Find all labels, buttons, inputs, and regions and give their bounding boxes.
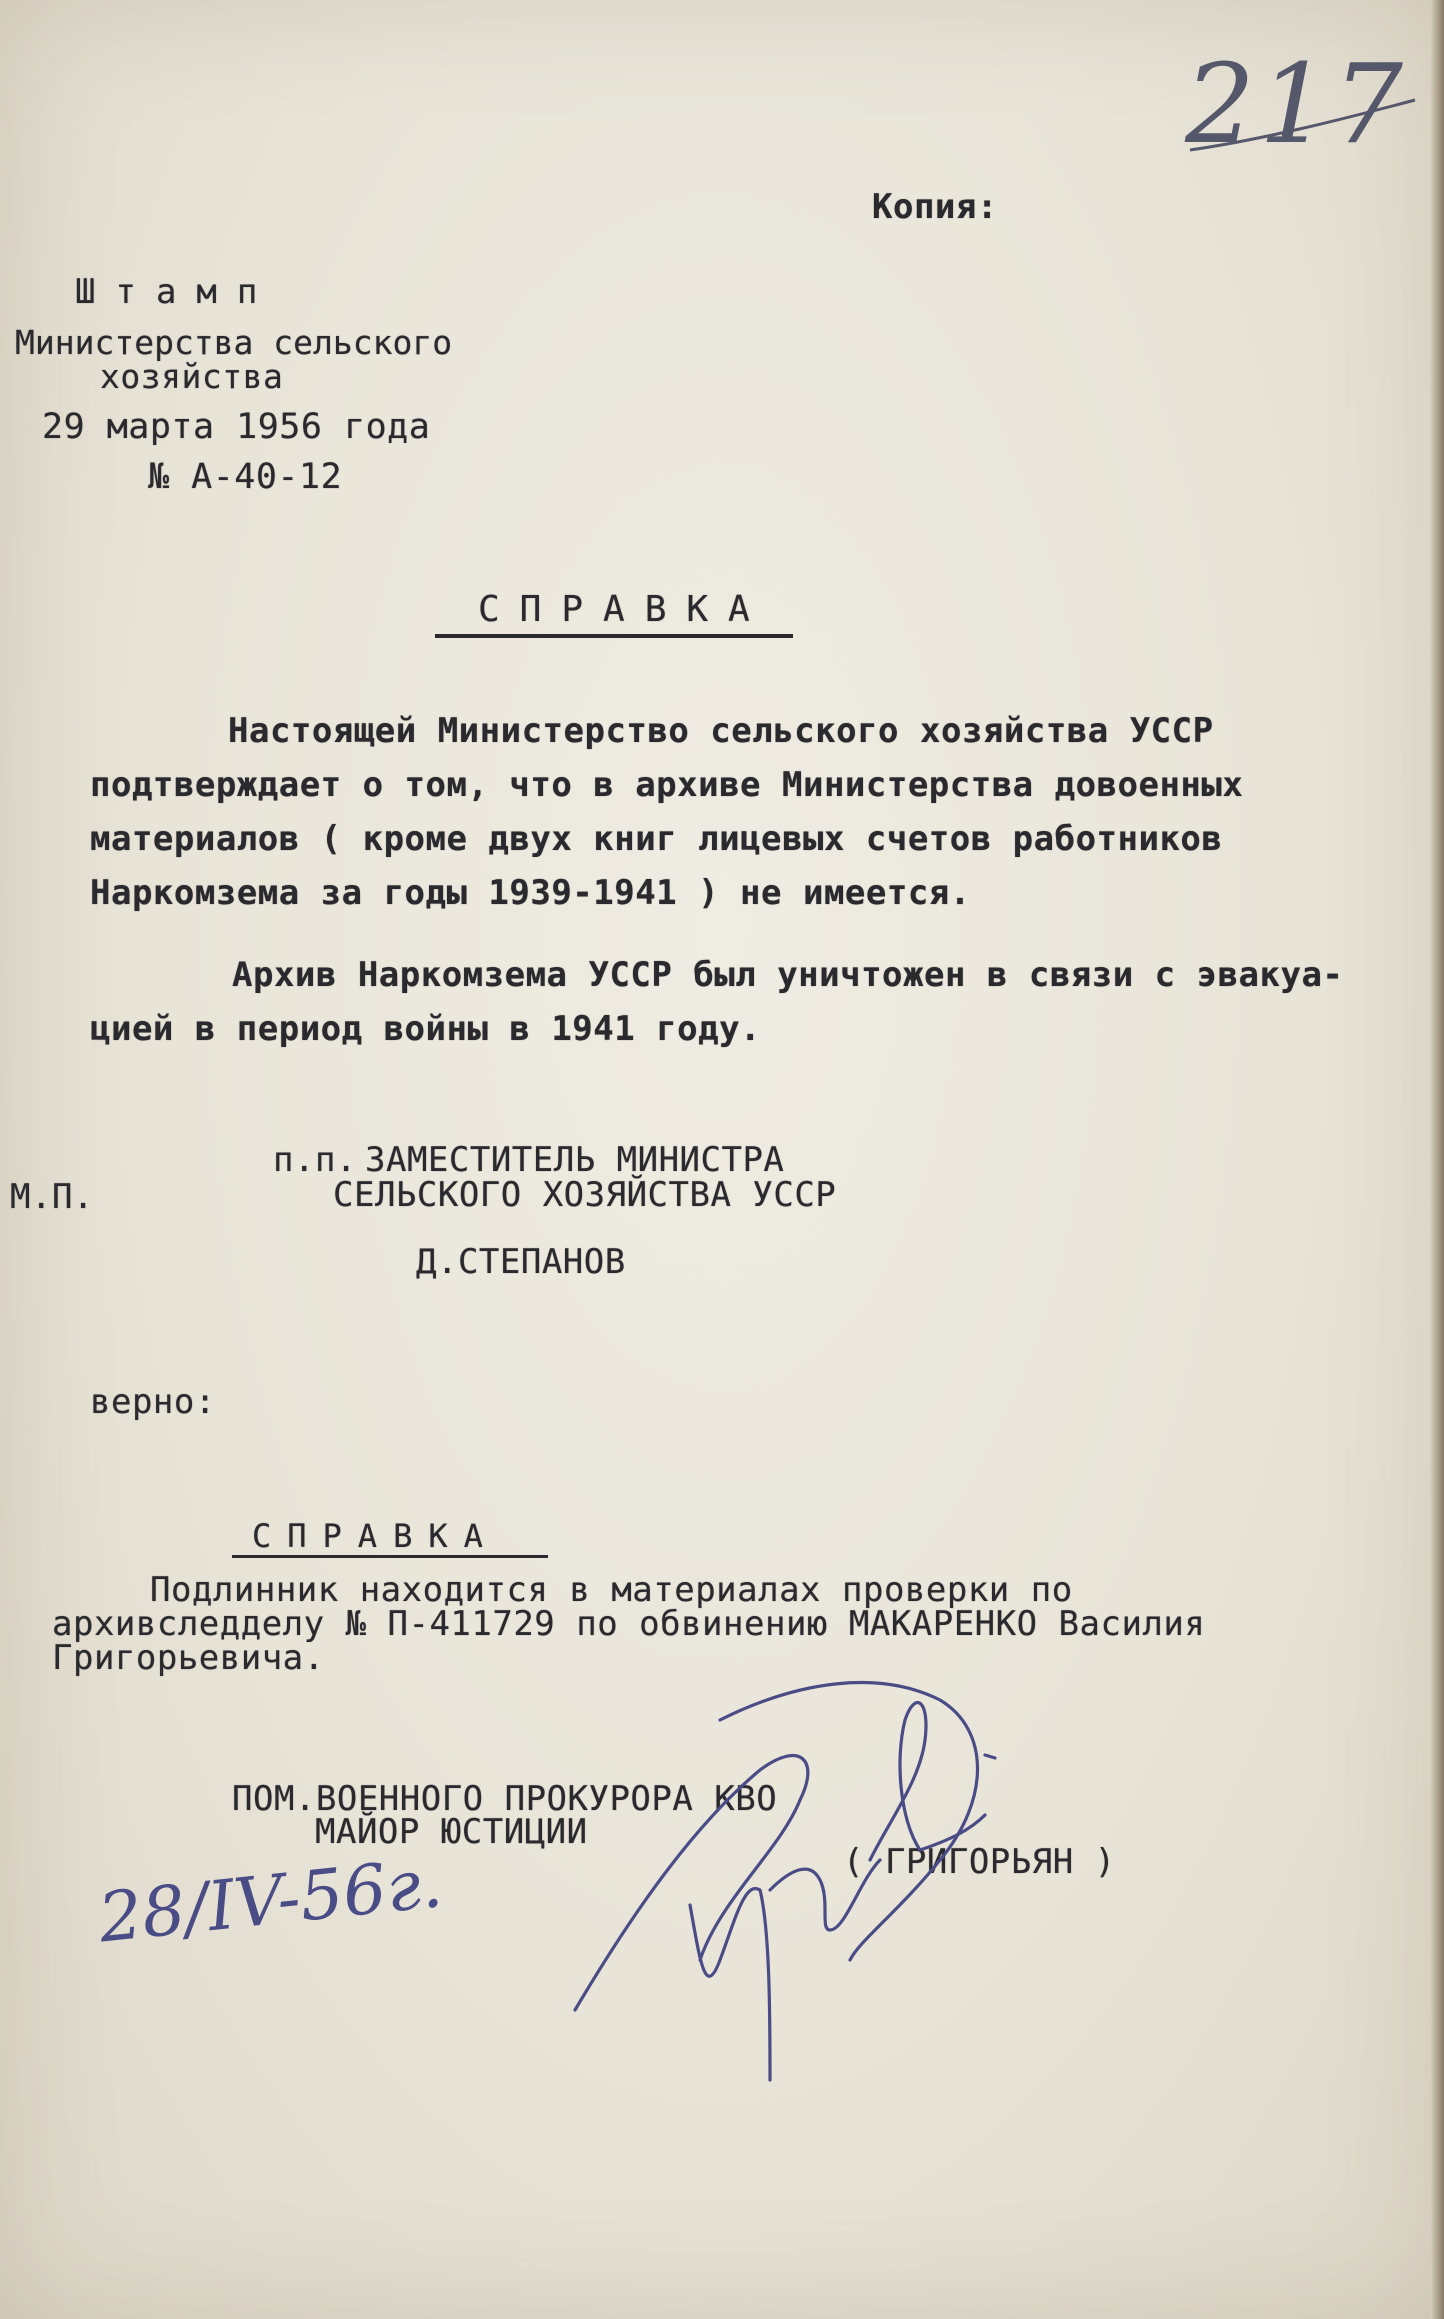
- body-p1-line-1: Настоящей Министерство сельского хозяйства УССР: [228, 711, 1214, 751]
- signature-position-2: СЕЛЬСКОГО ХОЗЯЙСТВА УССР: [333, 1175, 837, 1215]
- verification-mark: верно:: [90, 1382, 216, 1422]
- body-p2-line-2: цией в период войны в 1941 году.: [90, 1009, 762, 1049]
- archive-page-number: 217: [1185, 40, 1407, 168]
- body-p2-line-1: Архив Наркомзема УССР был уничтожен в связи с эвакуа-: [232, 955, 1344, 995]
- note-title: СПРАВКА: [252, 1517, 499, 1555]
- seal-place-mark: М.П.: [10, 1177, 94, 1217]
- prosecutor-title-1: ПОМ.ВОЕННОГО ПРОКУРОРА КВО: [232, 1779, 778, 1819]
- signature-pp: п.п.: [273, 1140, 357, 1180]
- stamp-line-2: Министерства сельского: [15, 323, 453, 362]
- note-line-3: Григорьевича.: [52, 1638, 325, 1678]
- note-line-2: архивследделу № П-411729 по обвинению МАКАРЕНКО Василия: [52, 1604, 1206, 1644]
- stamp-line-1: Штамп: [75, 272, 278, 312]
- stamp-date: 29 марта 1956 года: [42, 407, 431, 447]
- body-p1-line-4: Наркомзема за годы 1939-1941 ) не имеется.: [90, 873, 971, 913]
- copy-mark: Копия:: [872, 187, 998, 227]
- document-title: СПРАВКА: [478, 589, 770, 630]
- body-p1-line-3: материалов ( кроме двух книг лицевых счетов работников: [90, 819, 1223, 859]
- stamp-number: № А-40-12: [148, 457, 343, 497]
- signature-position-1: ЗАМЕСТИТЕЛЬ МИНИСТРА: [365, 1140, 785, 1180]
- note-line-1: Подлинник находится в материалах проверки по: [150, 1570, 1073, 1610]
- signatory-name: Д.СТЕПАНОВ: [416, 1242, 626, 1282]
- prosecutor-name: ( ГРИГОРЬЯН ): [843, 1842, 1116, 1882]
- body-p1-line-2: подтверждает о том, что в архиве Министерства довоенных: [90, 765, 1244, 805]
- prosecutor-title-2: МАЙОР ЮСТИЦИИ: [315, 1812, 588, 1852]
- handwritten-date: 28/IV-56г.: [95, 1843, 447, 1959]
- stamp-line-3: хозяйства: [100, 357, 284, 396]
